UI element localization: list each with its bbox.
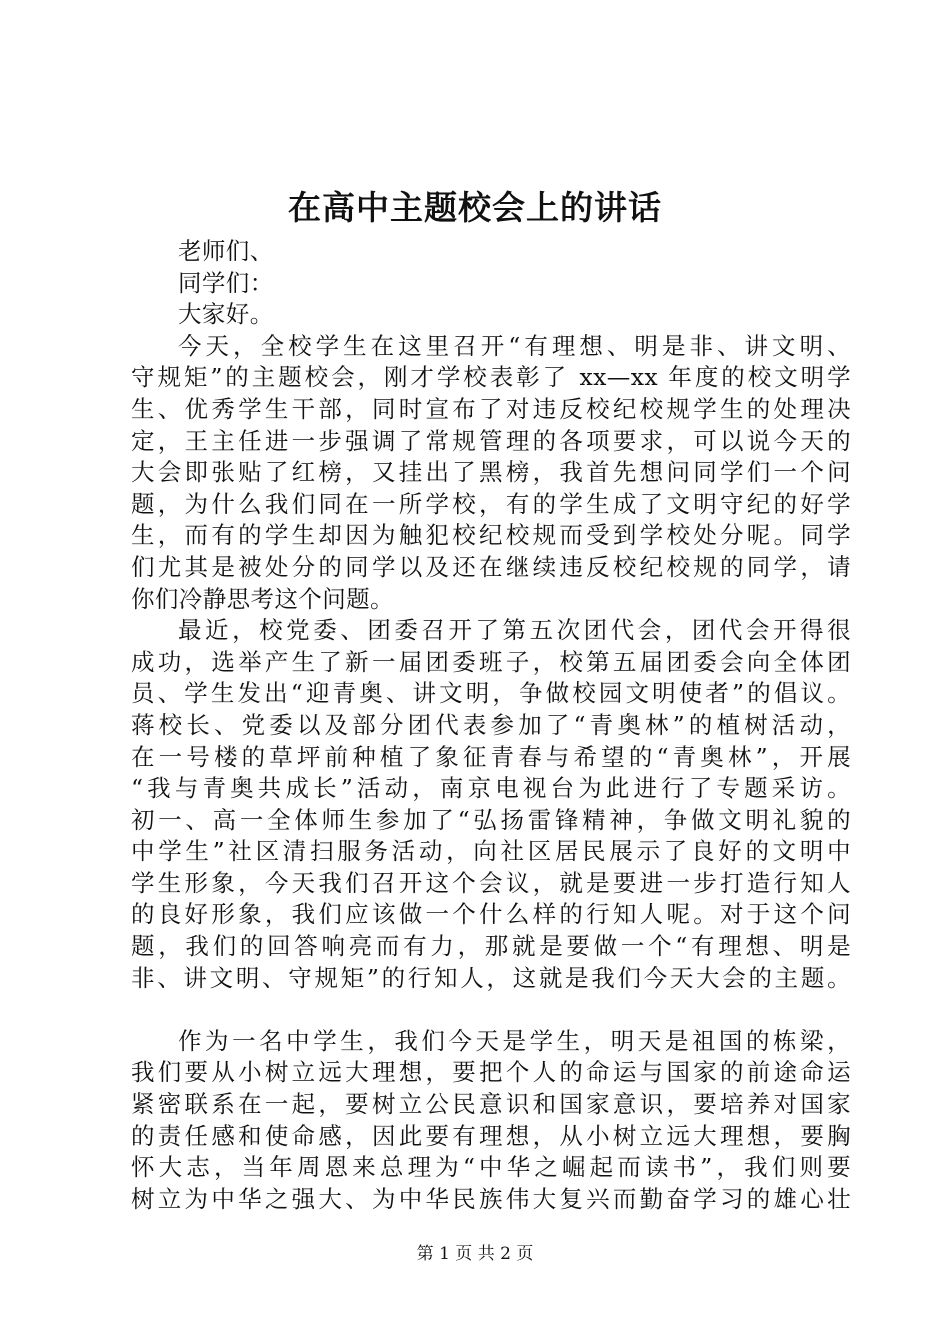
- paragraph-line: 大会即张贴了红榜，又挂出了黑榜，我首先想问同学们一个问: [131, 458, 851, 487]
- paragraph-line: 蒋校长、党委以及部分团代表参加了“青奥林”的植树活动，: [131, 710, 851, 739]
- paragraph-line: 紧密联系在一起，要树立公民意识和国家意识，要培养对国家: [131, 1090, 851, 1119]
- paragraph-line: 我们要从小树立远大理想，要把个人的命运与国家的前途命运: [131, 1058, 851, 1087]
- paragraph-line: 生、优秀学生干部，同时宣布了对违反校纪校规学生的处理决: [131, 394, 851, 423]
- paragraph-spacer: [131, 994, 851, 1026]
- paragraph-line: 生，而有的学生却因为触犯校纪校规而受到学校处分呢。同学: [131, 521, 851, 550]
- paragraph-line: 初一、高一全体师生参加了“弘扬雷锋精神，争做文明礼貌的: [131, 805, 851, 834]
- paragraph-line: 成功，选举产生了新一届团委班子，校第五届团委会向全体团: [131, 647, 851, 676]
- greeting-line: 大家好。: [178, 300, 274, 329]
- document-body: [131, 236, 851, 1215]
- greeting-line: 同学们：: [178, 268, 274, 297]
- paragraph-line: 非、讲文明、守规矩”的行知人，这就是我们今天大会的主题。: [131, 963, 851, 992]
- paragraph-line: 在一号楼的草坪前种植了象征青春与希望的“青奥林”，开展: [131, 742, 851, 771]
- paragraph-line: 守规矩”的主题校会，刚才学校表彰了 xx—xx 年度的校文明学: [131, 363, 851, 392]
- paragraph-line: 怀大志，当年周恩来总理为“中华之崛起而读书”，我们则要: [131, 1153, 851, 1182]
- paragraph-line: 你们冷静思考这个问题。: [131, 584, 394, 613]
- paragraph-line: 树立为中华之强大、为中华民族伟大复兴而勤奋学习的雄心壮: [131, 1184, 851, 1213]
- paragraph-line: 学生形象，今天我们召开这个会议，就是要进一步打造行知人: [131, 868, 851, 897]
- paragraph-line: 们尤其是被处分的同学以及还在继续违反校纪校规的同学，请: [131, 552, 851, 581]
- paragraph-line: 题，为什么我们同在一所学校，有的学生成了文明守纪的好学: [131, 489, 851, 518]
- paragraph-line: 题，我们的回答响亮而有力，那就是要做一个“有理想、明是: [131, 932, 851, 961]
- document-title: 在高中主题校会上的讲话: [288, 188, 662, 227]
- paragraph-line: “我与青奥共成长”活动，南京电视台为此进行了专题采访。: [131, 774, 851, 803]
- paragraph-line: 作为一名中学生，我们今天是学生，明天是祖国的栋梁，: [178, 1026, 851, 1055]
- paragraph-line: 中学生”社区清扫服务活动，向社区居民展示了良好的文明中: [131, 837, 851, 866]
- paragraph-line: 的良好形象，我们应该做一个什么样的行知人呢。对于这个问: [131, 900, 851, 929]
- greeting-line: 老师们、: [178, 237, 274, 265]
- paragraph-line: 定，王主任进一步强调了常规管理的各项要求，可以说今天的: [131, 426, 851, 455]
- paragraph-line: 员、学生发出“迎青奥、讲文明，争做校园文明使者”的倡议。: [131, 679, 851, 708]
- paragraph-line: 今天，全校学生在这里召开“有理想、明是非、讲文明、: [178, 331, 851, 360]
- paragraph-line: 的责任感和使命感，因此要有理想，从小树立远大理想，要胸: [131, 1121, 851, 1150]
- paragraph-line: 最近，校党委、团委召开了第五次团代会，团代会开得很: [178, 616, 851, 645]
- page-footer: 第 1 页 共 2 页: [416, 1244, 534, 1264]
